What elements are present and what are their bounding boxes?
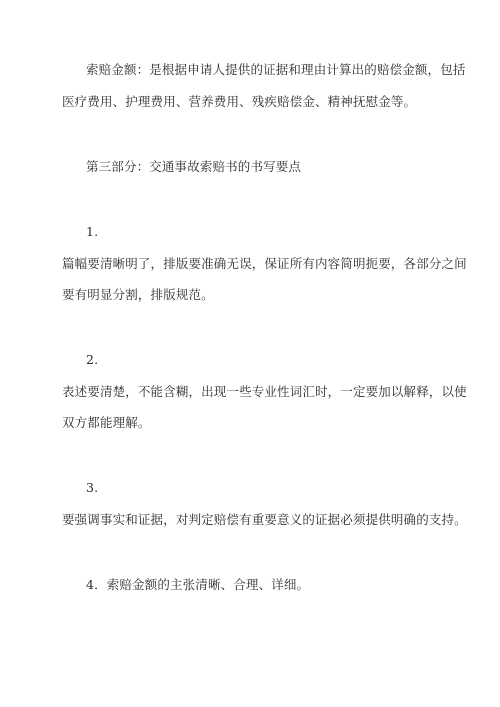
item-2-number: 2. bbox=[86, 352, 99, 367]
item-1-number: 1. bbox=[86, 224, 99, 239]
item-1-text-line-1: 篇幅要清晰明了，排版要准确无误，保证所有内容简明扼要，各部分之间 bbox=[62, 256, 467, 271]
item-4-text: 4．索赔金额的主张清晰、合理、详细。 bbox=[86, 577, 310, 592]
paragraph-compensation-line-1: 索赔金额：是根据申请人提供的证据和理由计算出的赔偿金额，包括 bbox=[86, 62, 466, 77]
item-2-text-line-1: 表述要清楚，不能含糊，出现一些专业性词汇时，一定要加以解释，以使 bbox=[62, 384, 467, 399]
item-2-text-line-2: 双方都能理解。 bbox=[62, 415, 151, 430]
paragraph-compensation-line-2: 医疗费用、护理费用、营养费用、残疾赔偿金、精神抚慰金等。 bbox=[62, 94, 417, 109]
item-3-number: 3. bbox=[86, 480, 99, 495]
item-3-text-line-1: 要强调事实和证据，对判定赔偿有重要意义的证据必须提供明确的支持。 bbox=[62, 512, 467, 527]
item-1-text-line-2: 要有明显分割，排版规范。 bbox=[62, 287, 214, 302]
section-heading: 第三部分：交通事故索赔书的书写要点 bbox=[86, 159, 302, 174]
